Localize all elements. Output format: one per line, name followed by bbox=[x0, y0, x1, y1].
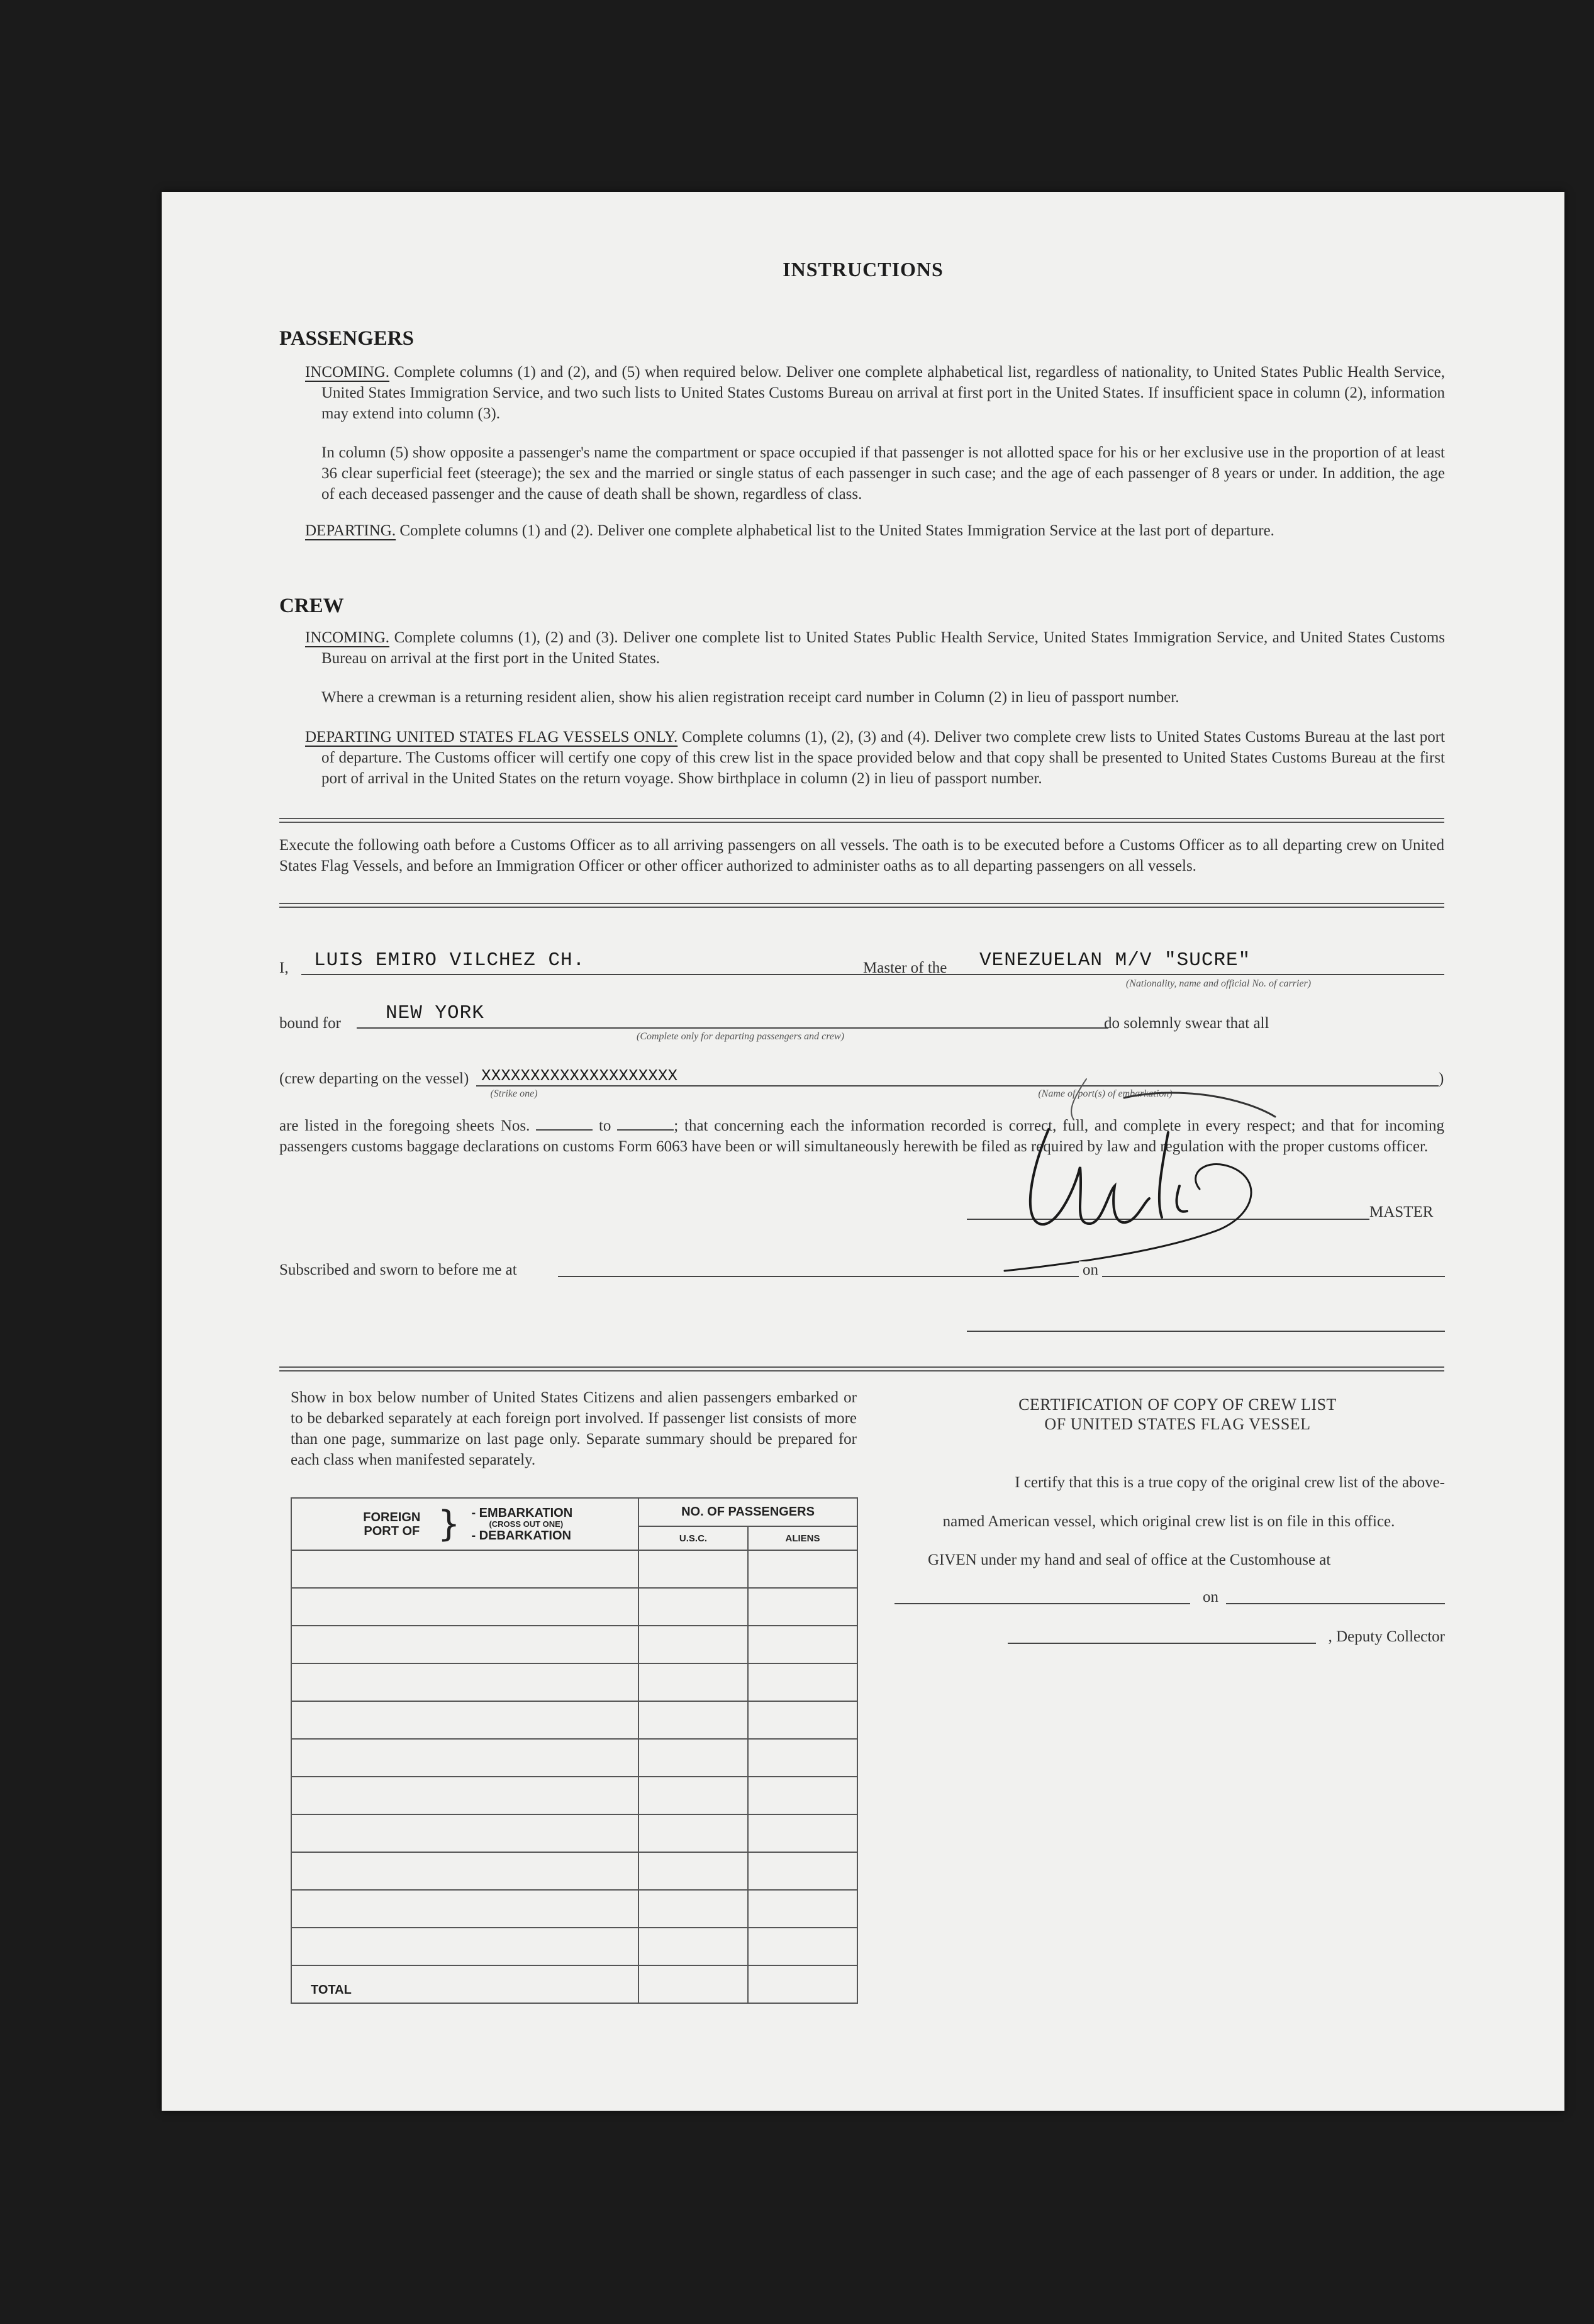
aliens-header: ALIENS bbox=[748, 1526, 857, 1550]
total-usc-cell[interactable] bbox=[638, 1965, 748, 2003]
cross-out-label: (CROSS OUT ONE) bbox=[489, 1519, 564, 1529]
certification-on-label: on bbox=[1203, 1589, 1218, 1606]
bound-for-value: NEW YORK bbox=[386, 1002, 484, 1024]
aliens-cell[interactable] bbox=[748, 1626, 857, 1663]
divider bbox=[279, 903, 1444, 904]
usc-header: U.S.C. bbox=[638, 1526, 748, 1550]
crew-incoming-text: Complete columns (1), (2) and (3). Deliver one complete list to United States Public Health Service, United States Immigration Service, and United States Customs Bureau on arrival at the first port in the United States. bbox=[321, 629, 1445, 667]
port-cell[interactable] bbox=[291, 1777, 638, 1814]
listed-to-text: to bbox=[598, 1117, 611, 1134]
certification-date-line bbox=[1226, 1603, 1445, 1604]
table-row bbox=[291, 1928, 857, 1965]
sheet-from-field[interactable] bbox=[536, 1129, 593, 1131]
vessel-caption: (Nationality, name and official No. of carrier) bbox=[1125, 978, 1312, 989]
divider bbox=[279, 1366, 1444, 1368]
certification-heading-line1: CERTIFICATION OF COPY OF CREW LIST bbox=[1018, 1395, 1337, 1414]
usc-cell[interactable] bbox=[638, 1588, 748, 1626]
table-row bbox=[291, 1588, 857, 1626]
vessel-value: VENEZUELAN M/V "SUCRE" bbox=[979, 949, 1251, 971]
table-row bbox=[291, 1550, 857, 1588]
usc-cell[interactable] bbox=[638, 1890, 748, 1928]
debarkation-label[interactable]: - DEBARKATION bbox=[471, 1528, 571, 1543]
usc-cell[interactable] bbox=[638, 1663, 748, 1701]
certification-line1: I certify that this is a true copy of the original crew list of the above- bbox=[1015, 1474, 1445, 1491]
aliens-cell[interactable] bbox=[748, 1814, 857, 1852]
table-row bbox=[291, 1814, 857, 1852]
deputy-collector-label: , Deputy Collector bbox=[1328, 1628, 1445, 1645]
vessel-line bbox=[962, 974, 1444, 975]
table-row bbox=[291, 1890, 857, 1928]
total-label: TOTAL bbox=[291, 1965, 638, 2003]
passengers-departing-paragraph bbox=[305, 520, 1445, 541]
strike-one-caption: (Strike one) bbox=[490, 1088, 538, 1099]
form-sheet bbox=[162, 192, 1564, 2111]
usc-cell[interactable] bbox=[638, 1814, 748, 1852]
strike-one-value: XXXXXXXXXXXXXXXXXXXX bbox=[481, 1066, 678, 1085]
deputy-signature-line bbox=[1008, 1643, 1316, 1644]
passengers-departing-text: Complete columns (1) and (2). Deliver one complete alphabetical list to the United States Immigration Service at the last port of departure. bbox=[396, 522, 1274, 539]
officer-signature-line bbox=[967, 1331, 1445, 1332]
aliens-cell[interactable] bbox=[748, 1928, 857, 1965]
summary-instruction: Show in box below number of United States Citizens and alien passengers embarked or to be debarked separately at each foreign port involved. If passenger list consists of more than one page, summarize on last page only. Separate summary should be prepared for each class when manifested separately. bbox=[291, 1389, 857, 1468]
master-name-value: LUIS EMIRO VILCHEZ CH. bbox=[314, 949, 586, 971]
aliens-cell[interactable] bbox=[748, 1701, 857, 1739]
crew-incoming-paragraph bbox=[305, 627, 1445, 669]
aliens-cell[interactable] bbox=[748, 1777, 857, 1814]
crew-alien-paragraph: Where a crewman is a returning resident alien, show his alien registration receipt card number in Column (2) in lieu of passport number. bbox=[321, 689, 1179, 706]
port-cell[interactable] bbox=[291, 1550, 638, 1588]
crew-heading: CREW bbox=[279, 595, 344, 617]
bound-for-line bbox=[357, 1027, 1108, 1029]
bound-for-caption: (Complete only for departing passengers and crew) bbox=[636, 1031, 845, 1042]
summary-rows bbox=[291, 1550, 857, 1965]
table-row bbox=[291, 1663, 857, 1701]
port-cell[interactable] bbox=[291, 1588, 638, 1626]
port-cell[interactable] bbox=[291, 1663, 638, 1701]
aliens-cell[interactable] bbox=[748, 1550, 857, 1588]
bound-for-label: bound for bbox=[279, 1015, 341, 1032]
crew-departing-paragraph bbox=[305, 727, 1445, 789]
crew-departing-label: (crew departing on the vessel) bbox=[279, 1070, 469, 1087]
oath-instruction: Execute the following oath before a Customs Officer as to all arriving passengers on all vessels. The oath is to be executed before a Customs Officer as to all departing crew on United States Flag Vessels, and before an Immigration Officer or other officer authorized to administer oaths as to all departing passengers on all vessels. bbox=[279, 837, 1444, 874]
usc-cell[interactable] bbox=[638, 1852, 748, 1890]
close-paren: ) bbox=[1439, 1070, 1444, 1087]
table-row bbox=[291, 1626, 857, 1663]
master-label: MASTER bbox=[1369, 1204, 1434, 1221]
swear-text: do solemnly swear that all bbox=[1104, 1015, 1269, 1032]
ports-line bbox=[476, 1085, 1439, 1087]
foreign-port-label: FOREIGN PORT OF bbox=[363, 1510, 421, 1538]
port-cell[interactable] bbox=[291, 1814, 638, 1852]
passengers-heading: PASSENGERS bbox=[279, 327, 414, 350]
usc-cell[interactable] bbox=[638, 1928, 748, 1965]
certification-line2: named American vessel, which original crew list is on file in this office. bbox=[942, 1513, 1395, 1530]
certification-heading-line2: OF UNITED STATES FLAG VESSEL bbox=[1044, 1415, 1311, 1433]
embarkation-label[interactable]: - EMBARKATION bbox=[471, 1506, 573, 1520]
crew-departing-label: DEPARTING UNITED STATES FLAG VESSELS ONLY. bbox=[305, 729, 678, 746]
passengers-incoming-label: INCOMING. bbox=[305, 364, 390, 381]
aliens-cell[interactable] bbox=[748, 1663, 857, 1701]
master-of-label: Master of the bbox=[863, 959, 947, 976]
listed-pre-text: are listed in the foregoing sheets Nos. bbox=[279, 1117, 530, 1134]
table-row bbox=[291, 1852, 857, 1890]
port-cell[interactable] bbox=[291, 1852, 638, 1890]
customhouse-line bbox=[895, 1603, 1190, 1604]
crew-incoming-label: INCOMING. bbox=[305, 629, 390, 646]
passengers-incoming-text: Complete columns (1) and (2), and (5) when required below. Deliver one complete alphabetical list, regardless of nationality, to United States Public Health Service, United States Immigration Service, and two such lists to United States Customs Bureau on arrival at first port in the United States. If insufficient space in column (2), information may extend into column (3). bbox=[321, 364, 1445, 422]
subscribed-label: Subscribed and sworn to before me at bbox=[279, 1261, 517, 1278]
no-passengers-header: NO. OF PASSENGERS bbox=[638, 1498, 857, 1526]
subscribed-place-line bbox=[558, 1276, 1445, 1277]
table-row bbox=[291, 1739, 857, 1777]
certification-heading bbox=[910, 1395, 1445, 1434]
page-title: INSTRUCTIONS bbox=[783, 258, 944, 281]
aliens-cell[interactable] bbox=[748, 1890, 857, 1928]
ports-caption: (Name of port(s) of embarkation) bbox=[1038, 1088, 1173, 1099]
usc-cell[interactable] bbox=[638, 1701, 748, 1739]
aliens-cell[interactable] bbox=[748, 1852, 857, 1890]
port-cell[interactable] bbox=[291, 1890, 638, 1928]
divider bbox=[279, 818, 1444, 819]
passengers-departing-label: DEPARTING. bbox=[305, 522, 396, 539]
port-cell[interactable] bbox=[291, 1626, 638, 1663]
port-cell[interactable] bbox=[291, 1701, 638, 1739]
passengers-incoming-paragraph bbox=[305, 362, 1445, 424]
master-signature-icon bbox=[979, 1073, 1281, 1280]
usc-cell[interactable] bbox=[638, 1739, 748, 1777]
usc-cell[interactable] bbox=[638, 1777, 748, 1814]
usc-cell[interactable] bbox=[638, 1550, 748, 1588]
foreign-port-header bbox=[291, 1498, 638, 1550]
port-cell[interactable] bbox=[291, 1739, 638, 1777]
aliens-cell[interactable] bbox=[748, 1739, 857, 1777]
usc-cell[interactable] bbox=[638, 1626, 748, 1663]
subscribed-on-label: on bbox=[1079, 1261, 1102, 1279]
oath-i-label: I, bbox=[279, 959, 289, 976]
total-aliens-cell[interactable] bbox=[748, 1965, 857, 2003]
port-cell[interactable] bbox=[291, 1928, 638, 1965]
passenger-summary-table bbox=[291, 1497, 858, 2004]
passengers-column5-paragraph: In column (5) show opposite a passenger's name the compartment or space occupied if that passenger is not allotted space for his or her exclusive use in the proportion of at least 36 clear superficial feet (steerage); the sex and the married or single status of each passenger in such case; and the age of each passenger of 8 years or under. In addition, the age of each deceased passenger and the cause of death shall be shown, regardless of class. bbox=[321, 444, 1445, 503]
table-row bbox=[291, 1701, 857, 1739]
crew-departing-text: Complete columns (1), (2), (3) and (4). Deliver two complete crew lists to United States Customs Bureau at the last port of departure. The Customs officer will certify one copy of this crew list in the space provided below and that copy shall be presented to United States Customs Bureau at the first port of arrival in the United States on the return voyage. Show birthplace in column (2) in lieu of passport number. bbox=[321, 729, 1445, 787]
listed-post-text: ; that concerning each the information recorded is correct, full, and complete in every respect; and that for incoming passengers customs baggage declarations on customs Form 6063 have been or will simultaneously herewith be filed as required by law and regulation with the proper customs officer. bbox=[279, 1117, 1444, 1155]
table-row bbox=[291, 1777, 857, 1814]
certification-line3: GIVEN under my hand and seal of office at the Customhouse at bbox=[928, 1551, 1331, 1568]
aliens-cell[interactable] bbox=[748, 1588, 857, 1626]
sheet-to-field[interactable] bbox=[617, 1129, 674, 1131]
brace-icon: } bbox=[437, 1503, 460, 1545]
